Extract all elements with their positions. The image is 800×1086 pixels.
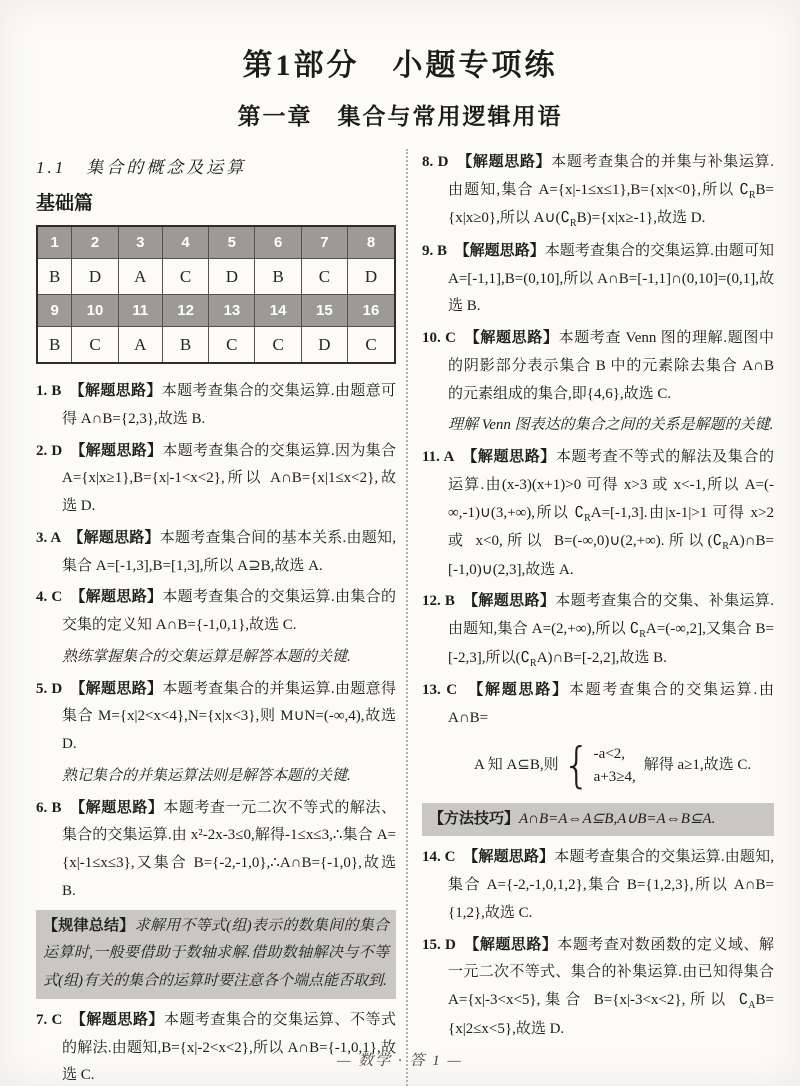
question-number-cell: 5 [209,226,255,259]
solution-text: 本题考查集合的并集运算.由题意得集合 M={x|2<x<4},N={x|x<3},则 M∪N=(-∞,4),故选 D. [62,680,396,752]
answer-cell: B [37,327,72,364]
answer-table-row-answer [37,259,395,295]
solution-item-10 [422,325,774,408]
right-column [406,149,774,1086]
solution-number-answer: 10. C [422,330,473,346]
solution-item-6 [36,795,396,906]
solution-tag: 【解题思路】 [77,680,163,697]
complement-subscript: R [639,629,646,640]
answer-cell: D [348,259,395,295]
solution-item-14 [422,844,774,927]
solution-text: 本题考查 Venn 图的理解.题图中的阴影部分表示集合 B 中的元素除去集合 A∩B 的元素组成的集合,即{4,6},故选 C. [448,330,774,402]
solution-item-4 [36,584,396,640]
answer-cell: B [255,259,301,295]
answer-cell: C [162,259,208,295]
answer-cell: C [209,327,255,364]
question-number-cell: 1 [37,226,72,259]
solution-number-answer: 8. D [422,154,465,170]
solution-tag: 【解题思路】 [469,449,556,465]
solution-text: 本题考查一元二次不等式的解法、集合的交集运算.由 x²-2x-3≤0,解得-1≤x≤3,∴集合 A={x|-1≤x≤3},又集合 B={-2,-1,0},∴A∩B={-1,0},故选 B. [62,799,396,899]
question-number-cell: 2 [72,226,118,259]
page-footer: — 数学 · 答 1 — [337,1053,463,1069]
solution-number-answer: 2. D [36,442,78,459]
solution-text: 本题考查集合的交集运算.由 A∩B= [448,682,774,726]
question-number-cell: 11 [118,295,162,327]
left-column [36,149,406,1086]
answer-cell: B [162,327,208,364]
solution-number-answer: 7. C [36,1011,79,1028]
solution-text: 本题考查不等式的解法及集合的运算.由(x-3)(x+1)>0 可得 x>3 或 x<-1,所以 A=(-∞,-1)∪(3,+∞),所以 $∁_RA=[-1,3]$.由|x-1|>1 可得 x>2 或 x<0,所以 B=(-∞,0)∪(2,+∞).所以$(∁_RA)\cap B=[-1,0)\cup(2,3]$,故选 A. [448,449,774,578]
solution-tag: 【解题思路】 [464,154,552,170]
question-number-cell: 6 [255,226,301,259]
solution-tag: 【解题思路】 [471,936,558,953]
answer-cell: D [301,327,347,364]
solution-tag: 【解题思路】 [462,242,545,259]
solutions-left [36,378,396,1086]
solution-text: 本题考查集合的交集运算.由题意可得 A∩B={2,3},故选 B. [62,383,396,427]
inequality-system [474,733,774,799]
solution-number-answer: 12. B [422,593,471,610]
solution-text: 本题考查对数函数的定义域、解一元二次不等式、集合的补集运算.由已知得集合 A={x|-3<x<5},集合 B={x|-3<x<2},所以 $∁_AB=\{x|2\le x<5\}$,故选 D. [448,936,774,1037]
solution-number-answer: 14. C [422,849,471,866]
brace-icon: { [562,736,591,793]
cases-prefix: A 知 A⊆B,则 [474,757,559,774]
question-number-cell: 7 [301,226,347,259]
solution-item-1 [36,378,396,434]
answer-table-row-header [37,295,395,327]
rule-summary-box [36,910,396,999]
solution-number-answer: 11. A [422,449,470,465]
solution-tag: 【解题思路】 [75,529,160,546]
complement-subscript: R [570,218,577,230]
solution-note: 理解 Venn 图表达的集合之间的关系是解题的关键. [448,417,774,434]
answer-table-row-answer [37,327,395,364]
solution-text: 本题考查集合的交集运算.由题知,集合 A={-2,-1,0,1,2},集合 B={1,2,3},所以 A∩B={1,2},故选 C. [448,849,774,921]
complement-subscript: A [748,1000,756,1011]
solution-text: 本题考查集合的交集运算.因为集合 A={x|x≥1},B={x|-1<x<2},所以 A∩B={x|1≤x<2},故选 D. [62,442,396,514]
answer-cell: C [72,327,118,364]
solution-text: 本题考查集合的交集运算.由题可知 A=[-1,1],B=(0,10],所以 A∩B=[-1,1]∩(0,10]=(0,1],故选 B. [448,242,774,315]
cases-stack [594,743,636,788]
answer-cell: C [255,327,301,364]
answer-cell: C [348,327,395,364]
question-number-cell: 8 [348,226,395,259]
part-title: 第1部分 小题专项练 [242,49,558,82]
solution-note: 熟练掌握集合的交集运算是解答本题的关键. [62,648,351,665]
highlight-tag: 【规律总结】 [43,917,135,934]
solution-note: 熟记集合的并集运算法则是解答本题的关键. [62,767,351,784]
question-number-cell: 15 [301,295,347,327]
question-number-cell: 10 [72,295,118,327]
highlight-text: A∩B=A⇔A⊆B,A∪B=A⇔B⊆A. [519,810,716,827]
solution-number-answer: 5. D [36,680,78,697]
solution-number-answer: 4. C [36,589,78,606]
answer-cell: C [301,259,347,295]
answer-table-row-header [37,226,395,259]
method-tip-box [422,803,774,837]
case-line: a+3≥4, [593,768,636,785]
question-number-cell: 14 [255,295,301,327]
case-line: -a<2, [593,746,626,762]
highlight-tag: 【方法技巧】 [429,810,520,827]
solution-tag: 【解题思路】 [77,442,163,459]
solution-tag: 【解题思路】 [475,682,569,698]
solution-item-7 [36,1007,396,1086]
solution-text: 本题考查集合的交集运算.由集合的交集的定义知 A∩B={-1,0,1},故选 C. [62,589,396,633]
solution-number-answer: 9. B [422,242,463,259]
solution-text: 本题考查集合的并集与补集运算.由题知,集合 A={x|-1≤x≤1},B={x|x<0},所以 $∁_RB=\{x|x\ge 0\}$,所以 $A\cup(∁_RB)=\{x|x\ge-1\}$,故选 D. [448,154,774,230]
solution-text: 本题考查集合的交集运算、不等式的解法.由题知,B={x|-2<x<2},所以 A∩B={-1,0,1},故选 C. [62,1011,396,1084]
solution-number-answer: 6. B [36,799,78,816]
solution-tag: 【解题思路】 [470,849,555,866]
answer-table [36,225,396,364]
answer-cell: D [72,259,118,295]
solution-item-9 [422,238,774,321]
solutions-right [422,149,774,1043]
solution-number-answer: 13. C [422,682,476,698]
level-title: 基础篇 [36,193,94,214]
two-column-layout [0,149,800,1086]
complement-subscript: R [584,512,591,524]
complement-subscript: R [530,657,537,669]
cases-suffix: 解得 a≥1,故选 C. [643,757,752,774]
solution-item-15 [422,932,774,1044]
section-title: 1.1 集合的概念及运算 [36,158,247,177]
solution-text: 本题考查集合间的基本关系.由题知,集合 A=[-1,3],B=[1,3],所以 A⊇B,故选 A. [62,529,396,574]
question-number-cell: 12 [162,295,208,327]
solution-tag: 【解题思路】 [78,1011,164,1028]
question-number-cell: 3 [118,226,162,259]
solution-item-2 [36,438,396,521]
solution-tag: 【解题思路】 [77,799,164,816]
question-number-cell: 9 [37,295,72,327]
highlight-text: 求解用不等式(组)表示的数集间的集合运算时,一般要借助于数轴求解.借助数轴解决与不等式(组)有关的集合的运算时要注意各个端点能否取到. [43,917,389,989]
solution-item-5 [36,676,396,759]
solution-tag: 【解题思路】 [472,330,559,346]
chapter-title: 第一章 集合与常用逻辑用语 [237,103,563,129]
solution-item-8 [422,149,774,234]
solution-tag: 【解题思路】 [77,383,162,399]
solution-number-answer: 3. A [36,529,76,546]
solution-item-12 [422,588,774,673]
solution-number-answer: 1. B [36,383,78,399]
solution-tag: 【解题思路】 [77,589,163,606]
solution-tag: 【解题思路】 [470,593,556,610]
question-number-cell: 16 [348,295,395,327]
solution-item-3 [36,525,396,581]
solution-number-answer: 15. D [422,936,472,953]
complement-subscript: R [748,189,756,201]
solution-text: 本题考查集合的交集、补集运算.由题知,集合 A=(2,+∞),所以 $∁_RA=(-\infty,2]$,又集合 B=[-2,3],所以$(∁_RA)\cap B=[-2,2]$,故选 B. [448,593,774,669]
answer-cell: A [118,327,162,364]
question-number-cell: 4 [162,226,208,259]
complement-subscript: R [722,541,729,552]
solution-item-11 [422,444,774,584]
answer-cell: B [37,259,72,295]
solution-item-13 [422,677,774,799]
answer-cell: A [118,259,162,295]
question-number-cell: 13 [209,295,255,327]
answer-cell: D [209,259,255,295]
